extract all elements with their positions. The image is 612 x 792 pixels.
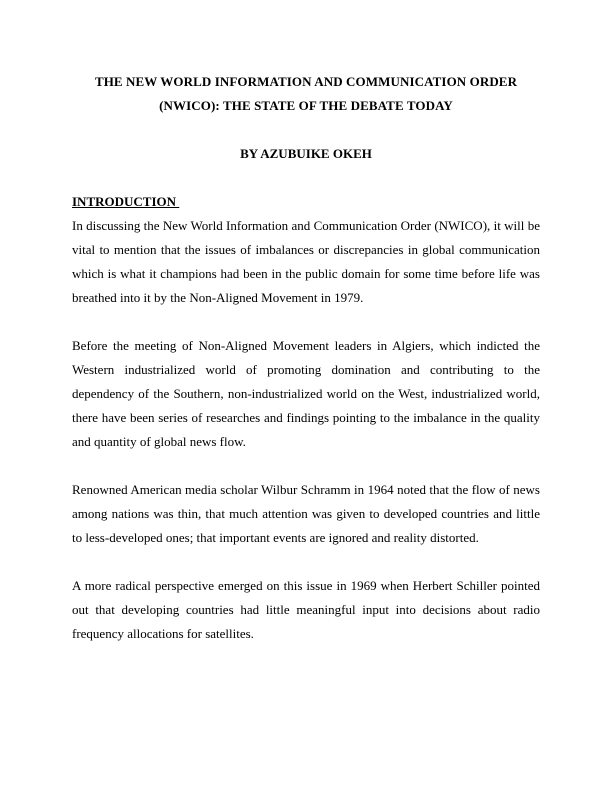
document-page bbox=[72, 70, 540, 670]
section-heading: INTRODUCTION bbox=[72, 194, 180, 209]
body-paragraph: In discussing the New World Information and Communication Order (NWICO), it will be vital to mention that the issues of imbalances or discrepancies in global communication which is what it champions had been in the public domain for some time before life was breathed into it by the Non-Aligned Movement in 1979. bbox=[72, 218, 540, 305]
body-paragraph: Renowned American media scholar Wilbur Schramm in 1964 noted that the flow of news among nations was thin, that much attention was given to developed countries and little to less-developed ones; that important events are ignored and reality distorted. bbox=[72, 482, 540, 545]
document-title bbox=[72, 70, 540, 118]
title-line-1: THE NEW WORLD INFORMATION AND COMMUNICATION ORDER bbox=[94, 74, 518, 89]
title-line-2: (NWICO): THE STATE OF THE DEBATE TODAY bbox=[159, 98, 453, 113]
author-byline: BY AZUBUIKE OKEH bbox=[240, 146, 372, 161]
body-paragraph: A more radical perspective emerged on this issue in 1969 when Herbert Schiller pointed out that developing countries had little meaningful input into decisions about radio frequency allocations for satellites. bbox=[72, 578, 540, 641]
body-paragraph: Before the meeting of Non-Aligned Movement leaders in Algiers, which indicted the Western industrialized world of promoting domination and contributing to the dependency of the Southern, non-industrialized world on the West, industrialized world, there have been series of researches and findings pointing to the imbalance in the quality and quantity of global news flow. bbox=[72, 338, 540, 449]
